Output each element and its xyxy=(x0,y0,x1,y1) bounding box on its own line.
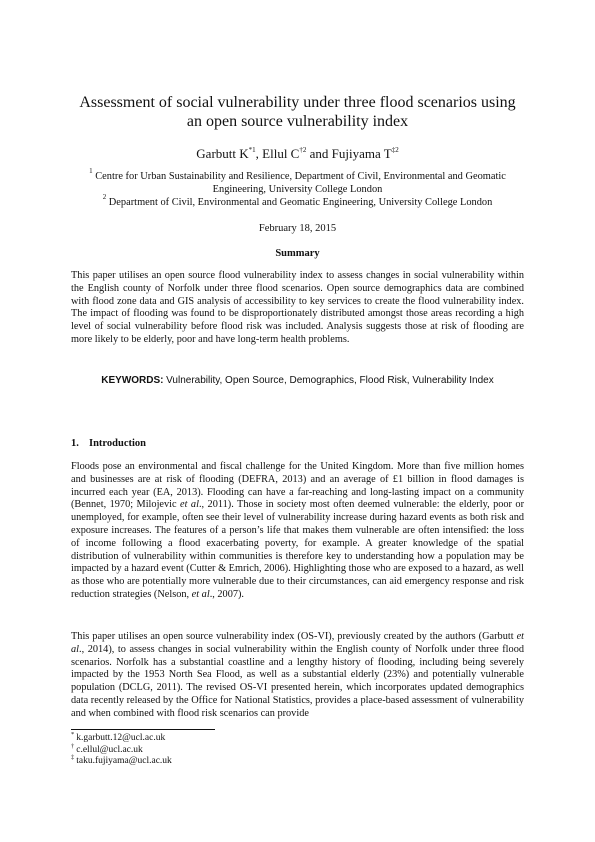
affiliation-1 xyxy=(70,167,525,183)
paper-title xyxy=(60,93,535,131)
paragraph-italic: et al xyxy=(191,588,210,600)
footnote-1 xyxy=(71,733,172,745)
footnote-divider xyxy=(71,729,215,730)
section-title: Introduction xyxy=(89,438,146,449)
paragraph-text: ., 2011). Those in society most often deemed vulnerable: the elderly, poor or unemployed, for example, often see their level of vulnerability increase during hazard events as both risk and exposure increases. The features of a person’s life that makes them vulnerable are often intensified: the loss of income following a flood exacerbating poverty, for example. A greater knowledge of the spatial distribution of vulnerability within communities is therefore key to understanding how a population may be impacted by a hazard event (Cutter & Emrich, 2006). Highlighting those who are exposed to a hazard, as well as those who are potentially more vulnerable due to their circumstances, can aid emergency response and risk reduction strategies (Nelson, xyxy=(71,499,525,600)
keywords-text: Vulnerability, Open Source, Demographics, Flood Risk, Vulnerability Index xyxy=(166,375,494,386)
footnote-mark: † xyxy=(71,742,75,750)
footnote-email[interactable]: c.ellul@ucl.ac.uk xyxy=(76,744,143,755)
affiliation-text: Department of Civil, Environmental and Geomatic Engineering, University College London xyxy=(108,197,493,208)
paragraph-italic: et al xyxy=(71,631,524,655)
author-separator: and xyxy=(306,146,332,161)
author-mark: ‡2 xyxy=(391,146,399,154)
footnote-mark: * xyxy=(71,731,75,738)
paragraph-text: ., 2014), to assess changes in social vulnerability within the English county of Norfolk under three flood scenarios. Norfolk has a substantial coastline and a lengthy history of flooding, including being severely impacted by the 1953 North Sea Flood, as well as a substantial elderly (23%) and potentially vulnerable population (DCLG, 2011). The revised OS-VI presented herein, which incorporates updated demographics data recently released by the Office for National Statistics, provides a place-based assessment of vulnerability and when combined with flood risk scenarios can provide xyxy=(71,643,524,719)
footnote-3 xyxy=(71,756,172,768)
paragraph-text: ., 2007). xyxy=(209,588,245,600)
author-mark: *1 xyxy=(248,146,256,154)
title-line-1: Assessment of social vulnerability under three flood scenarios using xyxy=(79,94,516,111)
summary-heading: Summary xyxy=(275,248,320,259)
author-mark: †2 xyxy=(299,146,307,154)
affiliation-1-continued: Engineering, University College London xyxy=(212,184,383,195)
summary-text: This paper utilises an open source flood vulnerability index to assess changes in social vulnerability within the English county of Norfolk under three flood scenarios. Open source demographics data are combined with flood zone data and GIS analysis of accessibility to key services to create the flood vulnerability index. The impact of flooding was found to be disproportionately distributed amongst those areas recording a high level of social vulnerability before flood risk was included. Analysis suggests those at risk of flooding are more likely to be elderly, poor and have long-term health problems. xyxy=(71,270,524,345)
section-number: 1. xyxy=(71,438,79,449)
footnote-mark: ‡ xyxy=(71,754,75,761)
author-list xyxy=(60,146,535,162)
affiliation-2 xyxy=(70,193,525,209)
affiliation-text: Centre for Urban Sustainability and Resilience, Department of Civil, Environmental and Geomatic xyxy=(95,171,506,182)
affiliation-mark: 1 xyxy=(89,167,93,175)
author-name: Garbutt K xyxy=(196,146,249,161)
section-heading xyxy=(71,437,146,450)
keywords-label: KEYWORDS: xyxy=(101,375,164,386)
author-name: Fujiyama T xyxy=(331,146,392,161)
paragraph-italic: et al xyxy=(180,499,199,511)
publication-date: February 18, 2015 xyxy=(258,223,337,234)
footnote-email[interactable]: k.garbutt.12@ucl.ac.uk xyxy=(76,733,166,743)
intro-paragraph-2 xyxy=(71,631,524,721)
title-line-2: an open source vulnerability index xyxy=(186,113,409,130)
affiliation-mark: 2 xyxy=(102,193,107,201)
footnote-email[interactable]: taku.fujiyama@ucl.ac.uk xyxy=(76,756,172,766)
affiliations xyxy=(70,167,525,209)
paragraph-text: Floods pose an environmental and fiscal challenge for the United Kingdom. More than five million homes and businesses are at risk of flooding (DEFRA, 2013) and an average of £1 billion in flood damages is incurred each year (EA, 2013). Flooding can have a far-reaching and long-lasting impact on a community (Bennet, 1970; Milojevic xyxy=(71,461,524,511)
intro-paragraph-1 xyxy=(71,461,524,602)
author-separator: , xyxy=(255,146,263,161)
footnotes xyxy=(71,733,172,768)
keywords-line xyxy=(71,374,524,387)
paragraph-text: This paper utilises an open source vulnerability index (OS-VI), previously created by the authors (Garbutt xyxy=(71,631,517,642)
footnote-2 xyxy=(71,742,172,757)
author-name: Ellul C xyxy=(262,146,300,161)
